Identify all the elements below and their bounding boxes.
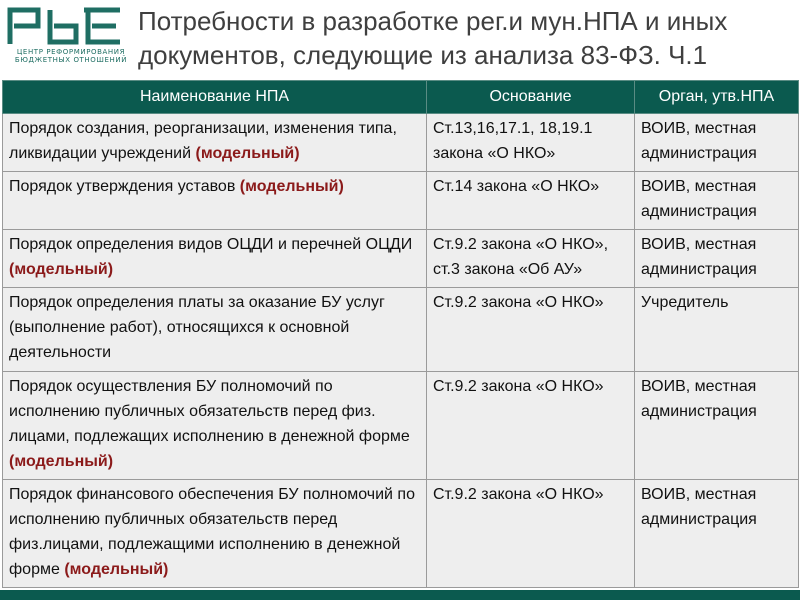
logo: [4, 4, 128, 74]
npa-table: [2, 80, 799, 588]
table-row: [3, 372, 799, 480]
table-row: [3, 172, 799, 230]
slide-header: [0, 0, 800, 80]
cell-organ: ВОИВ, местная администрация: [635, 480, 799, 588]
table-row: [3, 480, 799, 588]
npa-name: Порядок определения видов ОЦДИ и перечней ОЦДИ: [9, 236, 413, 253]
npa-name: Порядок осуществления БУ полномочий по исполнению публичных обязательств перед физ. лицами, подлежащих исполнению в денежной форме: [9, 378, 410, 445]
cell-basis: Ст.9.2 закона «О НКО», ст.3 закона «Об АУ»: [427, 230, 635, 288]
model-mark: (модельный): [195, 145, 300, 162]
cell-basis: Ст.13,16,17.1, 18,19.1 закона «О НКО»: [427, 114, 635, 172]
logo-caption-line2: БЮДЖЕТНЫХ ОТНОШЕНИЙ: [14, 56, 128, 64]
npa-name: Порядок утверждения уставов: [9, 178, 240, 195]
cell-basis: Ст.9.2 закона «О НКО»: [427, 288, 635, 372]
model-mark: (модельный): [9, 453, 114, 470]
column-header-basis: Основание: [427, 81, 635, 114]
column-header-name: Наименование НПА: [3, 81, 427, 114]
page-title-line1: Потребности в разработке рег.и мун.НПА и иных: [138, 6, 728, 36]
cell-name: [3, 372, 427, 480]
table-row: [3, 114, 799, 172]
cell-name: [3, 172, 427, 230]
cell-organ: ВОИВ, местная администрация: [635, 172, 799, 230]
cell-name: [3, 230, 427, 288]
logo-caption-line1: ЦЕНТР РЕФОРМИРОВАНИЯ: [16, 48, 126, 56]
table-row: [3, 230, 799, 288]
npa-name: Порядок определения платы за оказание БУ услуг (выполнение работ), относящихся к основной деятельности: [9, 294, 385, 361]
model-mark: (модельный): [64, 561, 169, 578]
cell-organ: ВОИВ, местная администрация: [635, 114, 799, 172]
cell-name: [3, 480, 427, 588]
cell-organ: Учредитель: [635, 288, 799, 372]
cell-basis: Ст.9.2 закона «О НКО»: [427, 480, 635, 588]
logo-mark-icon: [4, 4, 128, 46]
logo-caption: [12, 48, 130, 64]
npa-name: Порядок создания, реорганизации, изменения типа, ликвидации учреждений: [9, 120, 397, 162]
table-header-row: [3, 81, 799, 114]
cell-name: [3, 288, 427, 372]
cell-name: [3, 114, 427, 172]
page-title: [138, 4, 788, 72]
footer-bar: [0, 590, 800, 600]
cell-organ: ВОИВ, местная администрация: [635, 372, 799, 480]
model-mark: (модельный): [9, 261, 114, 278]
page-title-line2: документов, следующие из анализа 83-ФЗ. Ч.1: [138, 40, 708, 70]
table-row: [3, 288, 799, 372]
cell-organ: ВОИВ, местная администрация: [635, 230, 799, 288]
cell-basis: Ст.9.2 закона «О НКО»: [427, 372, 635, 480]
model-mark: (модельный): [239, 178, 344, 195]
column-header-organ: Орган, утв.НПА: [635, 81, 799, 114]
cell-basis: Ст.14 закона «О НКО»: [427, 172, 635, 230]
npa-name: Порядок финансового обеспечения БУ полномочий по исполнению публичных обязательств перед физ.лицами, подлежащими исполнению в денежной форме: [9, 486, 415, 578]
